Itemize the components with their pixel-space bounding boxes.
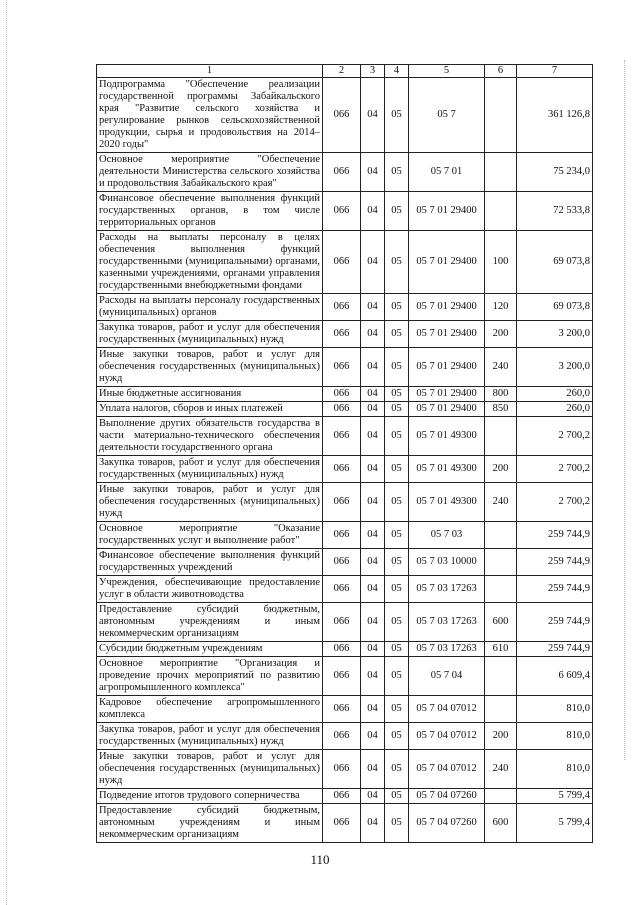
subsection-cell: 05 [385, 417, 409, 456]
amount-cell: 259 744,9 [517, 603, 593, 642]
admin-code-cell: 066 [323, 231, 361, 294]
section-cell: 04 [361, 402, 385, 417]
subsection-cell: 05 [385, 750, 409, 789]
table-row [97, 549, 593, 576]
amount-cell: 69 073,8 [517, 231, 593, 294]
section-cell: 04 [361, 387, 385, 402]
target-article-cell: 05 7 04 07012 [409, 723, 485, 750]
table-row [97, 522, 593, 549]
target-article-cell: 05 7 01 29400 [409, 294, 485, 321]
subsection-cell: 05 [385, 642, 409, 657]
admin-code-cell: 066 [323, 789, 361, 804]
row-name-cell: Иные закупки товаров, работ и услуг для обеспечения государственных (муниципальных) нужд [97, 483, 323, 522]
subsection-cell: 05 [385, 657, 409, 696]
admin-code-cell: 066 [323, 657, 361, 696]
expense-type-cell: 850 [485, 402, 517, 417]
subsection-cell: 05 [385, 402, 409, 417]
expense-type-cell: 200 [485, 456, 517, 483]
header-cell: 7 [517, 65, 593, 78]
target-article-cell: 05 7 01 29400 [409, 348, 485, 387]
section-cell: 04 [361, 348, 385, 387]
section-cell: 04 [361, 696, 385, 723]
expense-type-cell: 240 [485, 483, 517, 522]
table-row [97, 348, 593, 387]
expense-type-cell [485, 576, 517, 603]
section-cell: 04 [361, 78, 385, 153]
section-cell: 04 [361, 603, 385, 642]
subsection-cell: 05 [385, 153, 409, 192]
subsection-cell: 05 [385, 696, 409, 723]
admin-code-cell: 066 [323, 348, 361, 387]
table-row [97, 576, 593, 603]
amount-cell: 259 744,9 [517, 642, 593, 657]
expense-type-cell: 240 [485, 348, 517, 387]
section-cell: 04 [361, 456, 385, 483]
row-name-cell: Закупка товаров, работ и услуг для обеспечения государственных (муниципальных) нужд [97, 456, 323, 483]
table-row [97, 696, 593, 723]
section-cell: 04 [361, 153, 385, 192]
amount-cell: 3 200,0 [517, 348, 593, 387]
header-cell: 1 [97, 65, 323, 78]
row-name-cell: Подведение итогов трудового соперничества [97, 789, 323, 804]
target-article-cell: 05 7 01 29400 [409, 192, 485, 231]
row-name-cell: Предоставление субсидий бюджетным, автономным учреждениям и иным некоммерческим организациям [97, 804, 323, 843]
amount-cell: 259 744,9 [517, 522, 593, 549]
admin-code-cell: 066 [323, 402, 361, 417]
subsection-cell: 05 [385, 522, 409, 549]
section-cell: 04 [361, 522, 385, 549]
row-name-cell: Иные закупки товаров, работ и услуг для обеспечения государственных (муниципальных) нужд [97, 348, 323, 387]
subsection-cell: 05 [385, 387, 409, 402]
section-cell: 04 [361, 750, 385, 789]
admin-code-cell: 066 [323, 804, 361, 843]
table-row [97, 789, 593, 804]
admin-code-cell: 066 [323, 696, 361, 723]
target-article-cell: 05 7 03 17263 [409, 642, 485, 657]
amount-cell: 259 744,9 [517, 576, 593, 603]
row-name-cell: Основное мероприятие "Оказание государственных услуг и выполнение работ" [97, 522, 323, 549]
row-name-cell: Закупка товаров, работ и услуг для обеспечения государственных (муниципальных) нужд [97, 321, 323, 348]
expense-type-cell [485, 549, 517, 576]
row-name-cell: Иные бюджетные ассигнования [97, 387, 323, 402]
table-row [97, 78, 593, 153]
section-cell: 04 [361, 483, 385, 522]
subsection-cell: 05 [385, 78, 409, 153]
row-name-cell: Основное мероприятие "Обеспечение деятельности Министерства сельского хозяйства и продовольствия Забайкальского края" [97, 153, 323, 192]
target-article-cell: 05 7 01 [409, 153, 485, 192]
expense-type-cell: 100 [485, 231, 517, 294]
header-cell: 6 [485, 65, 517, 78]
amount-cell: 75 234,0 [517, 153, 593, 192]
target-article-cell: 05 7 01 49300 [409, 417, 485, 456]
section-cell: 04 [361, 417, 385, 456]
row-name-cell: Учреждения, обеспечивающие предоставление услуг в области животноводства [97, 576, 323, 603]
table-row [97, 642, 593, 657]
header-cell: 2 [323, 65, 361, 78]
amount-cell: 2 700,2 [517, 456, 593, 483]
expense-type-cell [485, 789, 517, 804]
subsection-cell: 05 [385, 231, 409, 294]
table-row [97, 750, 593, 789]
expense-type-cell: 200 [485, 723, 517, 750]
row-name-cell: Основное мероприятие "Организация и проведение прочих мероприятий по развитию агропромышленного комплекса" [97, 657, 323, 696]
row-name-cell: Выполнение других обязательств государства в части материально-технического обеспечения деятельности государственного органа [97, 417, 323, 456]
expense-type-cell: 120 [485, 294, 517, 321]
table-row [97, 603, 593, 642]
table-row [97, 417, 593, 456]
admin-code-cell: 066 [323, 483, 361, 522]
row-name-cell: Закупка товаров, работ и услуг для обеспечения государственных (муниципальных) нужд [97, 723, 323, 750]
admin-code-cell: 066 [323, 78, 361, 153]
row-name-cell: Субсидии бюджетным учреждениям [97, 642, 323, 657]
section-cell: 04 [361, 576, 385, 603]
expense-type-cell: 200 [485, 321, 517, 348]
amount-cell: 72 533,8 [517, 192, 593, 231]
expense-type-cell: 800 [485, 387, 517, 402]
section-cell: 04 [361, 789, 385, 804]
section-cell: 04 [361, 723, 385, 750]
amount-cell: 5 799,4 [517, 804, 593, 843]
header-row [97, 65, 593, 78]
subsection-cell: 05 [385, 789, 409, 804]
subsection-cell: 05 [385, 483, 409, 522]
expense-type-cell [485, 153, 517, 192]
table-row [97, 456, 593, 483]
amount-cell: 260,0 [517, 387, 593, 402]
section-cell: 04 [361, 321, 385, 348]
admin-code-cell: 066 [323, 192, 361, 231]
target-article-cell: 05 7 01 49300 [409, 456, 485, 483]
target-article-cell: 05 7 03 [409, 522, 485, 549]
header-cell: 4 [385, 65, 409, 78]
table-row [97, 657, 593, 696]
target-article-cell: 05 7 04 [409, 657, 485, 696]
admin-code-cell: 066 [323, 603, 361, 642]
expense-type-cell: 240 [485, 750, 517, 789]
subsection-cell: 05 [385, 192, 409, 231]
target-article-cell: 05 7 [409, 78, 485, 153]
table-row [97, 153, 593, 192]
amount-cell: 259 744,9 [517, 549, 593, 576]
amount-cell: 810,0 [517, 750, 593, 789]
table-row [97, 192, 593, 231]
target-article-cell: 05 7 03 17263 [409, 576, 485, 603]
admin-code-cell: 066 [323, 321, 361, 348]
section-cell: 04 [361, 192, 385, 231]
amount-cell: 810,0 [517, 723, 593, 750]
subsection-cell: 05 [385, 321, 409, 348]
amount-cell: 260,0 [517, 402, 593, 417]
admin-code-cell: 066 [323, 456, 361, 483]
amount-cell: 3 200,0 [517, 321, 593, 348]
expense-type-cell [485, 192, 517, 231]
section-cell: 04 [361, 294, 385, 321]
table-row [97, 387, 593, 402]
amount-cell: 5 799,4 [517, 789, 593, 804]
row-name-cell: Подпрограмма "Обеспечение реализации государственной программы Забайкальского края "Развитие сельского хозяйства и регулирование рынков сельскохозяйственной продукции, сырья и продовольствия на 2014–2020 годы" [97, 78, 323, 153]
section-cell: 04 [361, 804, 385, 843]
amount-cell: 69 073,8 [517, 294, 593, 321]
expense-type-cell: 610 [485, 642, 517, 657]
table-row [97, 231, 593, 294]
amount-cell: 6 609,4 [517, 657, 593, 696]
target-article-cell: 05 7 04 07012 [409, 750, 485, 789]
row-name-cell: Расходы на выплаты персоналу государственных (муниципальных) органов [97, 294, 323, 321]
table-row [97, 294, 593, 321]
table-row [97, 483, 593, 522]
expense-type-cell: 600 [485, 603, 517, 642]
row-name-cell: Предоставление субсидий бюджетным, автономным учреждениям и иным некоммерческим организациям [97, 603, 323, 642]
admin-code-cell: 066 [323, 750, 361, 789]
subsection-cell: 05 [385, 603, 409, 642]
admin-code-cell: 066 [323, 576, 361, 603]
amount-cell: 2 700,2 [517, 417, 593, 456]
admin-code-cell: 066 [323, 522, 361, 549]
amount-cell: 2 700,2 [517, 483, 593, 522]
row-name-cell: Кадровое обеспечение агропромышленного комплекса [97, 696, 323, 723]
admin-code-cell: 066 [323, 387, 361, 402]
admin-code-cell: 066 [323, 417, 361, 456]
subsection-cell: 05 [385, 456, 409, 483]
section-cell: 04 [361, 657, 385, 696]
table-row [97, 321, 593, 348]
admin-code-cell: 066 [323, 294, 361, 321]
subsection-cell: 05 [385, 804, 409, 843]
row-name-cell: Уплата налогов, сборов и иных платежей [97, 402, 323, 417]
budget-table [96, 64, 593, 843]
table-row [97, 402, 593, 417]
header-cell: 5 [409, 65, 485, 78]
section-cell: 04 [361, 231, 385, 294]
row-name-cell: Финансовое обеспечение выполнения функций государственных учреждений [97, 549, 323, 576]
row-name-cell: Расходы на выплаты персоналу в целях обеспечения выполнения функций государственными (муниципальными) органами, казенными учреждениями, органами управления государственными внебюджетными фондами [97, 231, 323, 294]
admin-code-cell: 066 [323, 723, 361, 750]
target-article-cell: 05 7 01 29400 [409, 402, 485, 417]
admin-code-cell: 066 [323, 153, 361, 192]
amount-cell: 810,0 [517, 696, 593, 723]
row-name-cell: Финансовое обеспечение выполнения функций государственных органов, в том числе территориальных органов [97, 192, 323, 231]
table-body [97, 65, 593, 843]
subsection-cell: 05 [385, 576, 409, 603]
section-cell: 04 [361, 549, 385, 576]
subsection-cell: 05 [385, 723, 409, 750]
target-article-cell: 05 7 04 07260 [409, 789, 485, 804]
expense-type-cell: 600 [485, 804, 517, 843]
expense-type-cell [485, 78, 517, 153]
target-article-cell: 05 7 01 29400 [409, 231, 485, 294]
section-cell: 04 [361, 642, 385, 657]
target-article-cell: 05 7 03 17263 [409, 603, 485, 642]
target-article-cell: 05 7 01 29400 [409, 387, 485, 402]
expense-type-cell [485, 657, 517, 696]
header-cell: 3 [361, 65, 385, 78]
row-name-cell: Иные закупки товаров, работ и услуг для обеспечения государственных (муниципальных) нужд [97, 750, 323, 789]
table-row [97, 804, 593, 843]
expense-type-cell [485, 522, 517, 549]
scan-edge-left [6, 0, 8, 905]
amount-cell: 361 126,8 [517, 78, 593, 153]
subsection-cell: 05 [385, 549, 409, 576]
scan-edge-right [624, 60, 626, 760]
table-row [97, 723, 593, 750]
page-number: 110 [310, 852, 330, 867]
target-article-cell: 05 7 03 10000 [409, 549, 485, 576]
target-article-cell: 05 7 01 29400 [409, 321, 485, 348]
target-article-cell: 05 7 01 49300 [409, 483, 485, 522]
expense-type-cell [485, 696, 517, 723]
target-article-cell: 05 7 04 07012 [409, 696, 485, 723]
target-article-cell: 05 7 04 07260 [409, 804, 485, 843]
expense-type-cell [485, 417, 517, 456]
admin-code-cell: 066 [323, 549, 361, 576]
admin-code-cell: 066 [323, 642, 361, 657]
subsection-cell: 05 [385, 348, 409, 387]
subsection-cell: 05 [385, 294, 409, 321]
